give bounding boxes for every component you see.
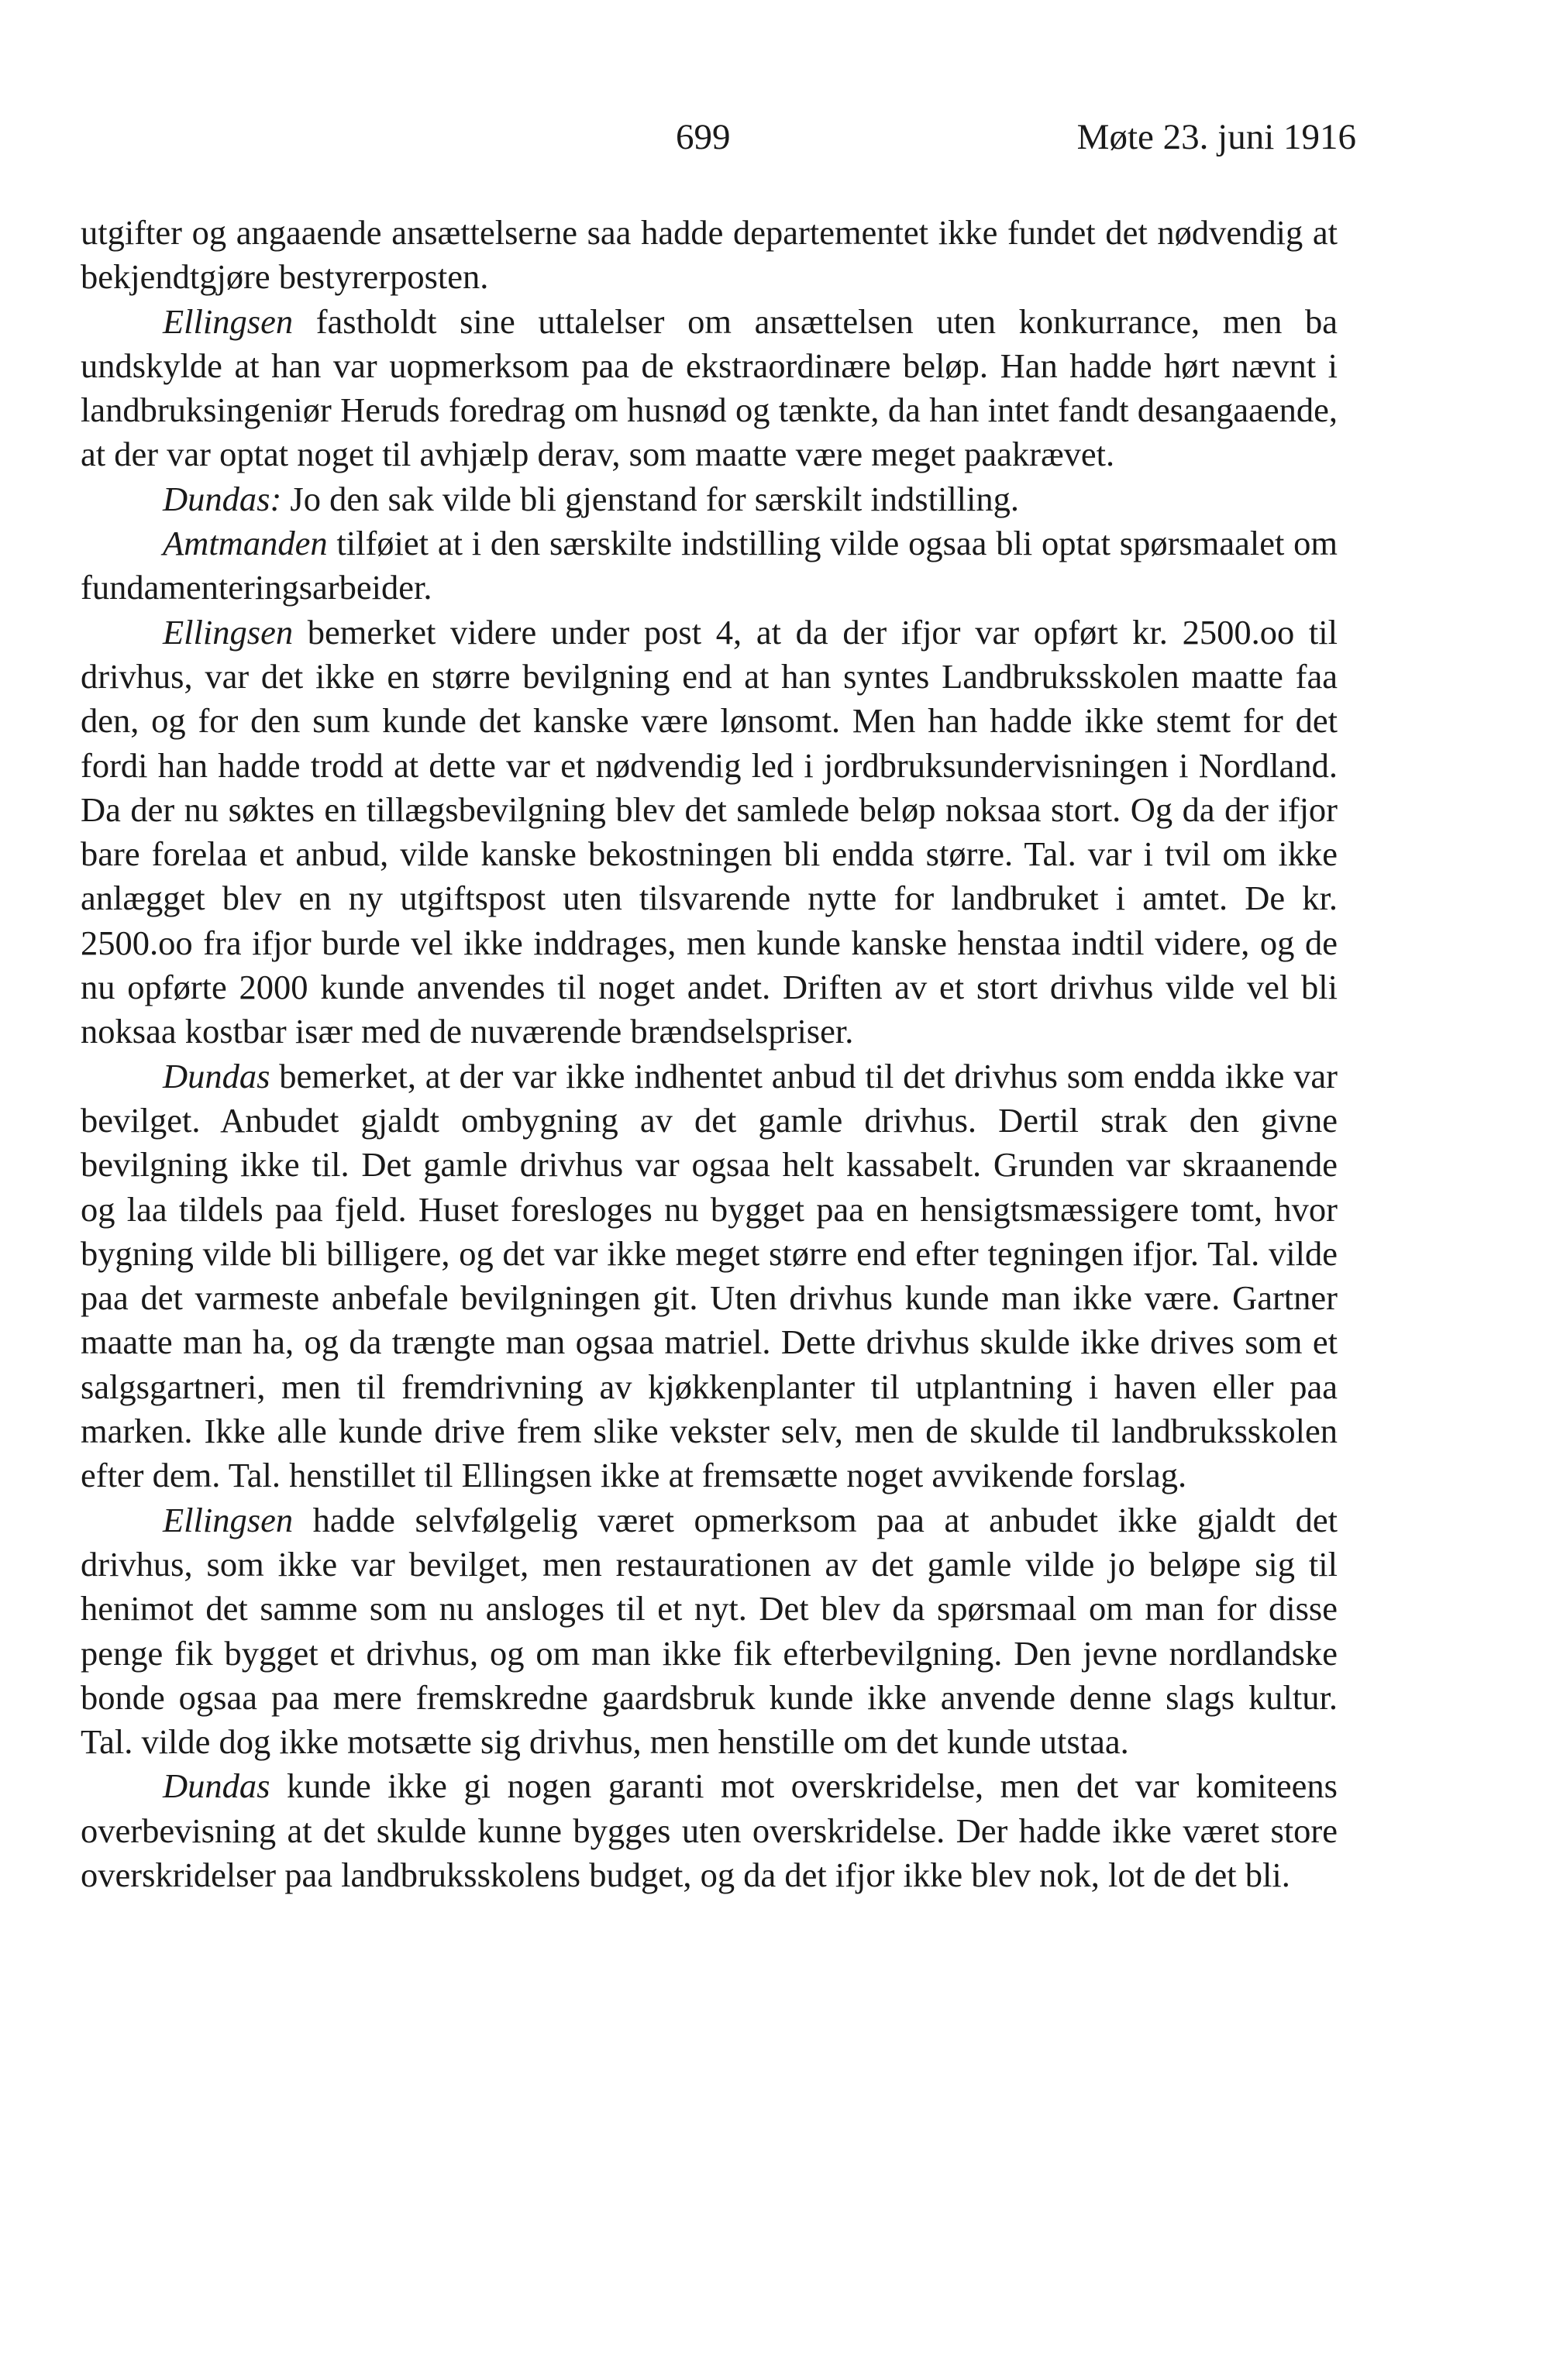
page-header	[0, 116, 1553, 178]
paragraph-text: bemerket, at der var ikke indhentet anbud til det drivhus som endda ikke var bevilget. Anbudet gjaldt ombygning av det gamle drivhus. Dertil strak den givne bevilgning ikke til. Det gamle drivhus var ogsaa helt kassabelt. Grunden var skraanende og laa tildels paa fjeld. Huset foresloges nu bygget paa en hensigtsmæssigere tomt, hvor bygning vilde bli billigere, og det var ikke meget større end efter tegningen ifjor. Tal. vilde paa det varmeste anbefale bevilgningen git. Uten drivhus kunde man ikke være. Gartner maatte man ha, og da trængte man ogsaa matriel. Dette drivhus skulde ikke drives som et salgsgartneri, men til fremdrivning av kjøkkenplanter til utplantning i haven eller paa marken. Ikke alle kunde drive frem slike vekster selv, men de skulde til landbruksskolen efter dem. Tal. henstillet til Ellingsen ikke at fremsætte noget avvikende forslag.	[81, 1056, 1338, 1495]
paragraph	[81, 211, 1338, 300]
paragraph-text: Jo den sak vilde bli gjenstand for særskilt indstilling.	[281, 479, 1020, 518]
paragraph-text: hadde selvfølgelig været opmerksom paa at anbudet ikke gjaldt det drivhus, som ikke var bevilget, men restaurationen av det gamle vilde jo beløpe sig til henimot det samme som nu ansloges til et nyt. Det blev da spørsmaal om man for disse penge fik bygget et drivhus, og om man ikke fik efterbevilgning. Den jevne nordlandske bonde ogsaa paa mere fremskredne gaardsbruk kunde ikke anvende denne slags kultur. Tal. vilde dog ikke motsætte sig drivhus, men henstille om det kunde utstaa.	[81, 1500, 1338, 1762]
speaker-name: Ellingsen	[163, 301, 294, 341]
speaker-name: Ellingsen	[163, 612, 294, 652]
paragraph	[81, 1764, 1338, 1897]
paragraph	[81, 1498, 1338, 1765]
speaker-name: Dundas:	[163, 479, 282, 518]
paragraph	[81, 1054, 1338, 1498]
speaker-name: Amtmanden	[163, 524, 328, 563]
paragraph-text: fastholdt sine uttalelser om ansættelsen uten konkurrance, men ba undskylde at han var uopmerksom paa de ekstraordinære beløp. Han hadde hørt nævnt i landbruksingeniør Heruds foredrag om husnød og tænkte, da han intet fandt desangaaende, at der var optat noget til avhjælp derav, som maatte være meget paakrævet.	[81, 301, 1338, 474]
speaker-name: Dundas	[163, 1766, 270, 1806]
speaker-name: Ellingsen	[163, 1500, 294, 1539]
body-text	[81, 211, 1338, 1897]
paragraph	[81, 521, 1338, 610]
speaker-name: Dundas	[163, 1056, 270, 1095]
paragraph-text: utgifter og angaaende ansættelserne saa hadde departementet ikke fundet det nødvendig at bekjendtgjøre bestyrerposten.	[81, 213, 1338, 297]
paragraph-text: bemerket videre under post 4, at da der ifjor var opført kr. 2500.oo til drivhus, var det ikke en større bevilgning end at han syntes Landbruksskolen maatte faa den, og for den sum kunde det kanske være lønsomt. Men han hadde ikke stemt for det fordi han hadde trodd at dette var et nødvendig led i jordbruksundervisningen i Nordland. Da der nu søktes en tillægsbevilgning blev det samlede beløp noksaa stort. Og da der ifjor bare forelaa et anbud, vilde kanske bekostningen bli endda større. Tal. var i tvil om ikke anlægget blev en ny utgiftspost uten tilsvarende nytte for landbruket i amtet. De kr. 2500.oo fra ifjor burde vel ikke inddrages, men kunde kanske henstaa indtil videre, og de nu opførte 2000 kunde anvendes til noget andet. Driften av et stort drivhus vilde vel bli noksaa kostbar især med de nuværende brændselspriser.	[81, 612, 1338, 1051]
paragraph	[81, 300, 1338, 477]
paragraph-text: tilføiet at i den særskilte indstilling vilde ogsaa bli optat spørsmaalet om fundamenteringsarbeider.	[81, 524, 1338, 607]
page-number: 699	[676, 117, 731, 157]
running-head: Møte 23. juni 1916	[1076, 117, 1356, 157]
paragraph	[81, 477, 1338, 521]
paragraph-text: kunde ikke gi nogen garanti mot overskridelse, men det var komiteens overbevisning at det skulde kunne bygges uten overskridelse. Der hadde ikke været store overskridelser paa landbruksskolens budget, og da det ifjor ikke blev nok, lot de det bli.	[81, 1766, 1338, 1894]
paragraph	[81, 610, 1338, 1054]
